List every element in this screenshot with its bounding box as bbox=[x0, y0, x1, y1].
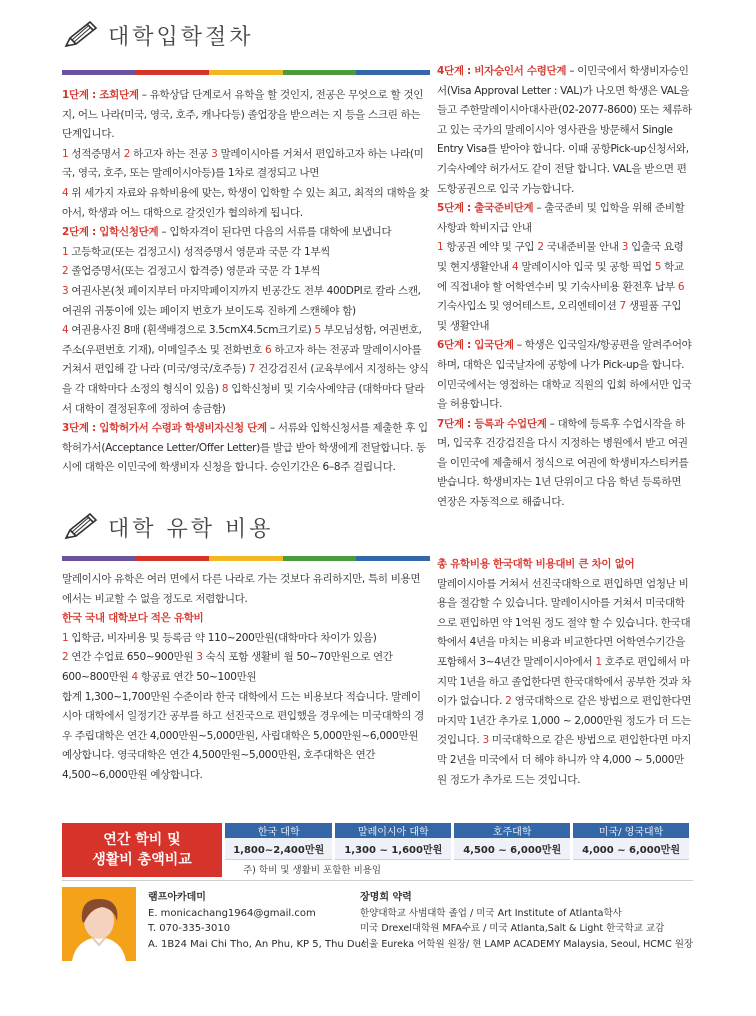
cost-comparison-table bbox=[225, 823, 692, 860]
bio-line: 미국 Drexel대학원 MFA수료 / 미국 Atlanta,Salt & Light 한국학교 교감 bbox=[360, 923, 665, 934]
cost-comparison-label bbox=[62, 823, 222, 877]
paragraph bbox=[62, 609, 430, 629]
table-cell: 4,000 ~ 6,000만원 bbox=[572, 838, 691, 859]
body-text: 학교에 직접내야 할 어학연수비 및 기숙사비용 환전후 납부 bbox=[437, 260, 684, 293]
section-title: 대학입학절차 bbox=[108, 24, 254, 50]
body-text: – 서류와 입학신청서를 제출한 후 입학허가서(Acceptance Letter/Offer Letter)를 발급 받아 학생에게 전달합니다. 동시에 대학은 이민국에 학생비자 신청을 합니다. 승인기간은 6–8주 걸립니다. bbox=[62, 422, 428, 474]
rainbow-divider bbox=[62, 556, 430, 561]
paragraph bbox=[62, 648, 430, 687]
highlight-text: 2단계 : 입학신청단계 bbox=[62, 226, 159, 239]
profile-bio bbox=[360, 890, 693, 952]
cost-text-right bbox=[437, 555, 693, 790]
highlight-text: 2 bbox=[62, 651, 72, 664]
paragraph bbox=[62, 688, 430, 786]
body-text: 입출국 요령 및 현지생활안내 bbox=[437, 241, 684, 273]
paragraph bbox=[437, 415, 693, 513]
cost-text-left bbox=[62, 570, 430, 786]
divider bbox=[62, 880, 693, 881]
highlight-text: 1 bbox=[62, 147, 72, 160]
highlight-text: 1 bbox=[62, 631, 72, 644]
highlight-text: 6 bbox=[677, 280, 685, 293]
highlight-text: 3 bbox=[621, 241, 632, 254]
paragraph bbox=[437, 62, 693, 199]
body-text: – 입학자격이 된다면 다음의 서류를 대학에 보냅니다 bbox=[158, 226, 392, 239]
highlight-text: 1 bbox=[62, 245, 72, 258]
body-text: – 출국준비 및 입학을 위해 준비할 사항과 학비지급 안내 bbox=[437, 202, 685, 234]
highlight-text: 4 bbox=[62, 186, 72, 199]
body-text: 영국대학으로 같은 방법으로 편입한다면 마지막 1년간 추가로 1,000 ~ 2,000만원 정도가 더 드는 것입니다. bbox=[437, 695, 692, 747]
table-note: 주) 학비 및 생활비 포함한 비용임 bbox=[243, 865, 382, 876]
paragraph bbox=[62, 145, 430, 184]
highlight-text: 3 bbox=[482, 734, 492, 747]
bio-title: 장명희 약력 bbox=[360, 892, 412, 903]
highlight-text: 8 bbox=[221, 382, 232, 395]
address-text: A. 1B24 Mai Chi Tho, An Phu, KP 5, Thu Duc bbox=[148, 938, 367, 950]
highlight-text: 3단계 : 입학허가서 수령과 학생비자신청 단계 bbox=[62, 422, 267, 435]
highlight-text: 1 bbox=[595, 655, 605, 668]
paragraph bbox=[437, 575, 693, 791]
body-text: – 유학상담 단계로서 유학을 할 것인지, 전공은 무엇으로 할 것인지, 어느 나라(미국, 영국, 호주, 캐나다등) 졸업장을 받으려는 지 등을 스크린 하는 단계입니다. bbox=[62, 89, 424, 141]
admission-steps-right bbox=[437, 62, 693, 513]
table-header: 호주대학 bbox=[453, 823, 572, 838]
highlight-text: 3 bbox=[62, 284, 72, 297]
table-header: 말레이시아 대학 bbox=[334, 823, 453, 838]
body-text: 호주로 편입해서 마지막 1년을 하고 졸업한다면 한국대학에서 공부한 것과 차이가 없습니다. bbox=[437, 655, 692, 708]
body-text: 말레이시아 유학은 여러 면에서 다른 나라로 가는 것보다 유리하지만, 특히 비용면에서는 비교할 수 없을 정도로 저렴합니다. bbox=[62, 573, 421, 605]
body-text: 고등학교(또는 검정고시) 성적증명서 영문과 국문 각 1부씩 bbox=[71, 245, 331, 258]
table-row bbox=[225, 838, 691, 859]
highlight-text: 7단계 : 등록과 수업단계 bbox=[437, 417, 547, 430]
highlight-text: 1 bbox=[437, 241, 447, 254]
highlight-text: 5 bbox=[314, 324, 324, 337]
org-name: 램프아카데미 bbox=[148, 892, 206, 903]
section-header-cost bbox=[60, 510, 274, 544]
body-text: 입학금, 비자비용 및 등록금 약 110~200만원(대학마다 차이가 있음) bbox=[71, 631, 377, 644]
email-text: E. monicachang1964@gmail.com bbox=[148, 907, 316, 919]
table-header: 한국 대학 bbox=[225, 823, 334, 838]
highlight-text: 1단계 : 조회단계 bbox=[62, 89, 139, 101]
body-text: 성적증명서 bbox=[71, 147, 124, 160]
paragraph bbox=[62, 86, 430, 145]
body-text: 졸업증명서(또는 검정고시 합격증) 영문과 국문 각 1부씩 bbox=[71, 265, 321, 278]
body-text: 입학신청비 및 기숙사예약금 (대학마다 달라서 대학이 결정된후에 정하여 송금함) bbox=[62, 382, 425, 415]
paragraph bbox=[437, 555, 693, 575]
body-text: 연간 수업료 650~900만원 bbox=[71, 651, 197, 664]
pencil-icon bbox=[60, 18, 100, 52]
paragraph bbox=[437, 336, 693, 414]
pencil-icon bbox=[60, 510, 100, 544]
body-text: 하고자 하는 전공과 말레이시아를 거쳐서 편입해 갈 나라 (미국/영국/호주등) bbox=[62, 343, 422, 376]
table-header: 미국/ 영국대학 bbox=[572, 823, 691, 838]
body-text: 위 세가지 자료와 유학비용에 맞는, 학생이 입학할 수 있는 최고, 최적의 대학을 찾아서, 학생과 어느 대학으로 갈것인가 협의하게 됩니다. bbox=[62, 186, 429, 219]
section-header-admission bbox=[60, 18, 254, 52]
table-cell: 4,500 ~ 6,000만원 bbox=[453, 838, 572, 859]
paragraph bbox=[62, 262, 430, 282]
body-text: 생필품 구입 및 생활안내 bbox=[437, 300, 682, 332]
highlight-text: 총 유학비용 한국대학 비용대비 큰 차이 없어 bbox=[437, 558, 635, 570]
highlight-text: 4단계 : 비자승인서 수령단계 bbox=[437, 65, 567, 77]
highlight-text: 2 bbox=[123, 147, 134, 160]
highlight-text: 2 bbox=[62, 265, 72, 278]
body-text: 합계 1,300~1,700만원 수준이라 한국 대학에서 드는 비용보다 적습니다. 말레이시아 대학에서 일정기간 공부를 하고 선진국으로 편입했을 경우에는 미국대학의 경우 주립대학은 연간 4,000만원~5,000만원, 사립대학은 5,000만원~6,000만원 예상합니다. 영국대학은 연간 4,500만원~5,000만원, 호주대학은 연간 4,500~6,000만원 예상합니다. bbox=[62, 690, 424, 781]
rainbow-divider bbox=[62, 70, 430, 75]
highlight-text: 7 bbox=[619, 300, 629, 313]
paragraph bbox=[62, 419, 430, 478]
highlight-text: 2 bbox=[505, 695, 515, 708]
highlight-text: 5 bbox=[654, 260, 665, 273]
paragraph bbox=[62, 243, 430, 263]
body-text: 부모님성함, 여권번호, 주소(우편번호 기재), 이메일주소 및 전화번호 bbox=[62, 324, 422, 356]
paragraph bbox=[62, 629, 430, 649]
profile-contact bbox=[148, 890, 366, 952]
phone-text: T. 070-335-3010 bbox=[148, 923, 231, 934]
body-text: 하고자 하는 전공 bbox=[133, 147, 212, 160]
bio-line: 서울 Eureka 어학원 원장/ 현 LAMP ACADEMY Malaysia, Seoul, HCMC 원장 bbox=[360, 938, 694, 950]
body-text: 말레이시아를 거쳐서 편입하고자 하는 나라(미국, 영국, 호주, 또는 말레이시아등)를 1차로 결정되고 나면 bbox=[62, 147, 424, 180]
label-line: 연간 학비 및 bbox=[103, 832, 181, 848]
body-text: 말레이시아를 거쳐서 선진국대학으로 편입하면 엄청난 비용을 절감할 수 있습니다. 말레이시아를 거쳐서 미국대학으로 편입하면 약 1억원 정도 절약 할 수 있습니다. 한국대학에서 4년을 마치는 비용과 비교한다면 어학연수기간을 포함해서 3~4년간 말레이시아에서 bbox=[437, 577, 691, 668]
paragraph bbox=[62, 184, 430, 223]
body-text: 말레이시아 입국 및 공항 픽업 bbox=[521, 260, 655, 273]
highlight-text: 2 bbox=[537, 241, 547, 254]
paragraph bbox=[62, 223, 430, 243]
body-text: 국내준비물 안내 bbox=[546, 241, 622, 254]
body-text: 항공료 연간 50~100만원 bbox=[140, 670, 257, 683]
body-text: – 학생은 입국일자/항공편을 알려주어야 하며, 대학은 입국날자에 공항에 나가 Pick-up을 합니다. 이민국에서는 영접하는 대학교 직원의 입회 하에서만 입국을 허용합니다. bbox=[437, 339, 692, 411]
highlight-text: 6 bbox=[265, 343, 275, 356]
paragraph bbox=[62, 321, 430, 419]
paragraph bbox=[62, 282, 430, 321]
highlight-text: 7 bbox=[248, 363, 259, 376]
body-text: 여권용사진 8매 (흰색배경으로 3.5cmX4.5cm크기로) bbox=[71, 324, 315, 337]
highlight-text: 5단계 : 출국준비단계 bbox=[437, 202, 534, 215]
body-text: 미국대학으로 같은 방법으로 편입한다면 마지막 2년을 미국에서 더 해야 하니까 약 4,000 ~ 5,000만원 정도가 추가로 드는 것입니다. bbox=[437, 734, 692, 786]
body-text: – 대학에 등록후 수업시작을 하며, 입국후 건강검진을 다시 지정하는 병원에서 받고 여권을 이민국에 제출해서 정식으로 여권에 학생비자스티커를 받습니다. 학생비자는 1년 단위이고 다음 학년 등록하면 연장은 자동적으로 해줍니다. bbox=[437, 417, 689, 509]
label-line: 생활비 총액비교 bbox=[92, 852, 192, 868]
bio-line: 한양대학교 사범대학 졸업 / 미국 Art Institute of Atlanta학사 bbox=[360, 907, 622, 919]
section-title: 대학 유학 비용 bbox=[108, 516, 274, 542]
body-text: 기숙사입소 및 영어테스트, 오리엔테이션 bbox=[437, 300, 620, 313]
body-text: 여권사본(첫 페이지부터 마지막페이지까지 빈공간도 전부 400DPI로 칼라 스캔, 여권위 귀퉁이에 있는 페이지 번호가 보이도록 진하게 스캔해야 함) bbox=[62, 284, 421, 317]
body-text: – 이민국에서 학생비자승인서(Visa Approval Letter : VAL)가 나오면 학생은 VAL을 들고 주한말레이시아대사관(02-2077-8600) 또는 체류하고 있는 국가의 말레이시아 영사관을 방문해서 Single Entry Visa를 받아야 합니다. 이때 공항Pick-up신청서와, 기숙사예약 허가서도 같이 전달 합니다. VAL을 받으면 편도항공권으로 입국 가능합니다. bbox=[437, 65, 692, 195]
highlight-text: 한국 국내 대학보다 적은 유학비 bbox=[62, 612, 204, 625]
highlight-text: 4 bbox=[131, 670, 141, 683]
paragraph bbox=[437, 199, 693, 238]
body-text: 항공권 예약 및 구입 bbox=[446, 241, 538, 254]
table-cell: 1,800~2,400만원 bbox=[225, 838, 334, 859]
highlight-text: 4 bbox=[62, 324, 72, 337]
body-text: 숙식 포함 생활비 월 50~70만원으로 연간 600~800만원 bbox=[62, 651, 393, 683]
profile-photo bbox=[62, 887, 136, 961]
highlight-text: 6단계 : 입국단계 bbox=[437, 339, 514, 352]
body-text: 건강검진서 (교육부에서 지정하는 양식을 각 대학마다 소정의 형식이 있음) bbox=[62, 363, 429, 395]
highlight-text: 3 bbox=[196, 651, 206, 664]
highlight-text: 4 bbox=[511, 260, 522, 273]
paragraph bbox=[437, 238, 693, 336]
avatar bbox=[62, 887, 136, 961]
paragraph bbox=[62, 570, 430, 609]
table-cell: 1,300 ~ 1,600만원 bbox=[334, 838, 453, 859]
admission-steps-left bbox=[62, 86, 430, 478]
highlight-text: 3 bbox=[211, 147, 221, 160]
